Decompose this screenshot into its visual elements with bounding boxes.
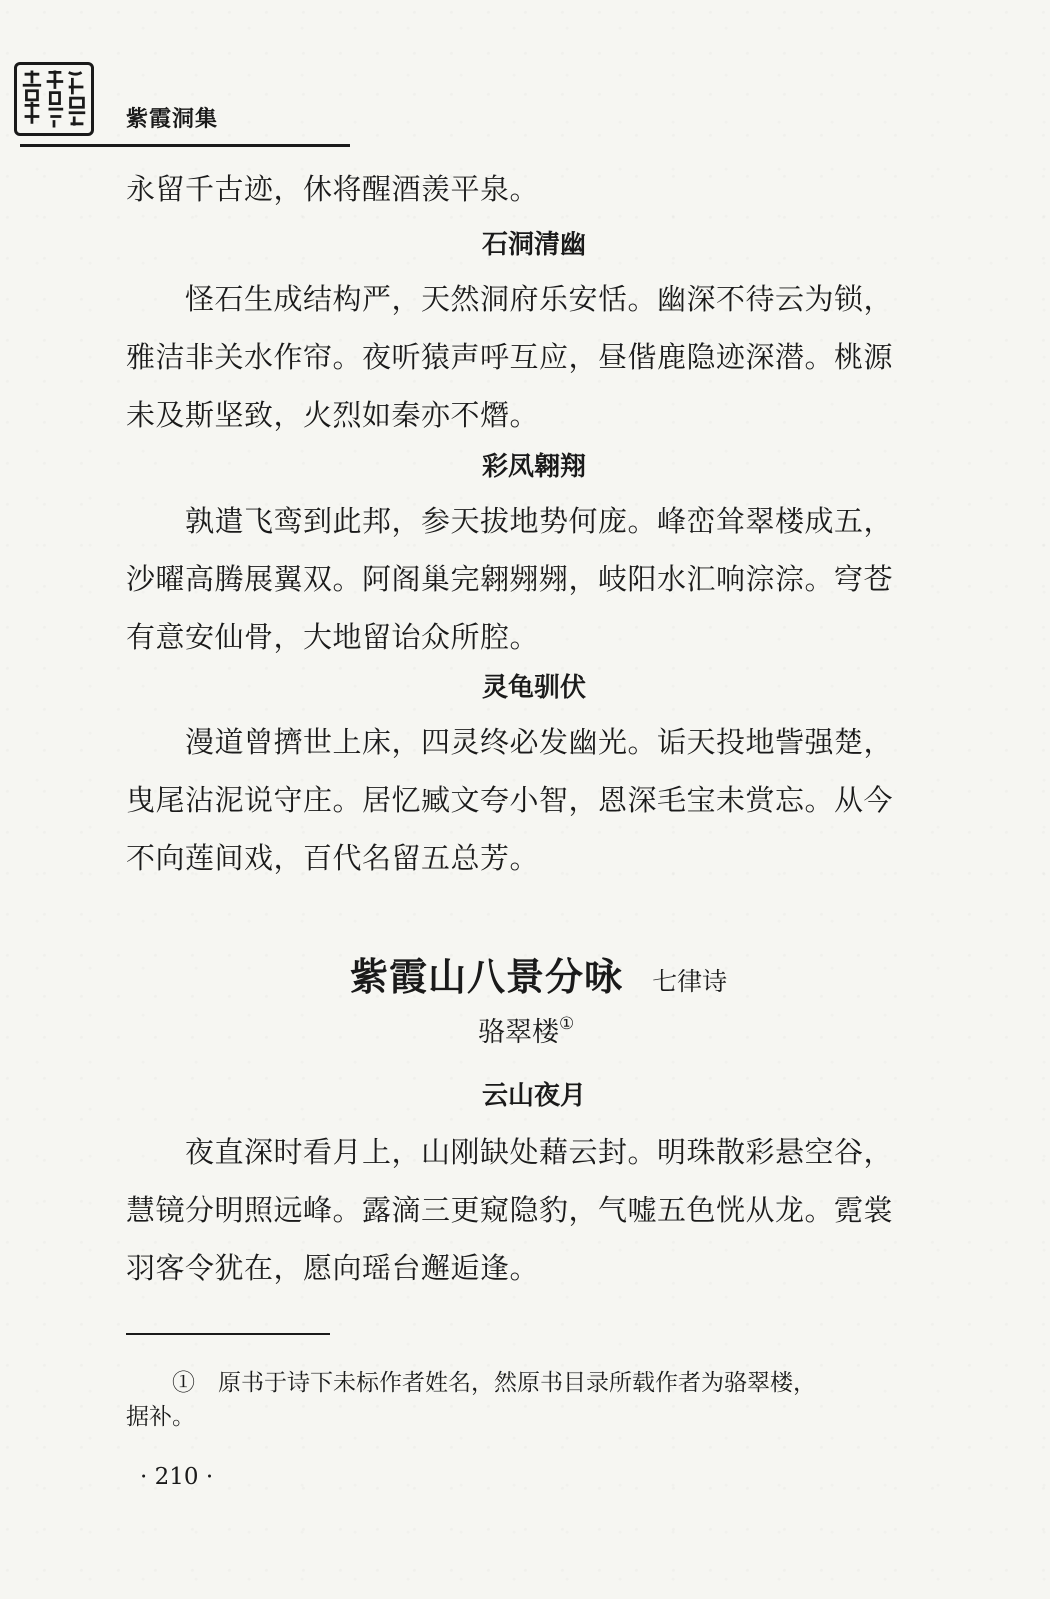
poem-title: 云山夜月 xyxy=(481,1081,586,1111)
continuation-text xyxy=(126,173,946,205)
text-line: 夜直深时看月上，山刚缺处藉云封。明珠散彩悬空谷， xyxy=(126,1135,894,1169)
author-line xyxy=(478,1010,574,1049)
text-line: 慧镜分明照远峰。露滴三更窥隐豹，气嘘五色恍从龙。霓裳 xyxy=(126,1193,894,1227)
text-line: 雅洁非关水作帘。夜听猿声呼互应，昼偕鹿隐迹深潜。桃源 xyxy=(126,340,894,374)
footnote-line: 据补。 xyxy=(126,1404,195,1430)
text-line: 曳尾沾泥说守庄。居忆臧文夸小智，恩深毛宝未赏忘。从今 xyxy=(126,783,894,817)
footnote xyxy=(126,1370,946,1430)
text-line: 未及斯坚致，火烈如秦亦不熸。 xyxy=(126,398,540,432)
text-line: 沙曜高腾展翼双。阿阁巢完翱翙翙，岐阳水汇响淙淙。穹苍 xyxy=(126,562,894,596)
text-line: 不向莲间戏，百代名留五总芳。 xyxy=(126,841,540,875)
text-line: 怪石生成结构严，天然洞府乐安恬。幽深不待云为锁， xyxy=(126,282,894,316)
footnote-divider xyxy=(126,1333,330,1335)
poem-title: 石洞清幽 xyxy=(481,230,586,260)
text-line: 孰遣飞鸾到此邦，参天拔地势何庞。峰峦耸翠楼成五， xyxy=(126,504,894,538)
poem-body xyxy=(126,505,946,653)
running-header-title: 紫霞洞集 xyxy=(126,107,219,132)
text-line: 漫道曾擠世上床，四灵终必发幽光。诟天投地訾强楚， xyxy=(126,725,894,759)
author-name: 骆翠楼 xyxy=(478,1017,559,1048)
poem-title: 灵龟驯伏 xyxy=(481,673,586,703)
page-number: · 210 · xyxy=(140,1464,214,1490)
poem-title: 彩凤翱翔 xyxy=(481,452,586,482)
text-line: 永留千古迹，休将醒酒羡平泉。 xyxy=(126,172,540,206)
seal-logo-icon xyxy=(14,62,94,136)
poem-body xyxy=(126,283,946,431)
footnote-line: ① 原书于诗下未标作者姓名，然原书目录所载作者为骆翠楼， xyxy=(126,1370,816,1396)
seal-glyph-graphic xyxy=(17,65,91,133)
section-subtitle: 七律诗 xyxy=(652,967,728,996)
poem-body xyxy=(126,726,946,874)
header-divider xyxy=(20,144,350,147)
section-title: 紫霞山八景分咏 xyxy=(350,954,624,999)
poem-body xyxy=(126,1136,946,1284)
section-heading xyxy=(350,946,727,1001)
text-line: 羽客令犹在，愿向瑶台邂逅逢。 xyxy=(126,1251,540,1285)
footnote-marker: ① xyxy=(559,1014,575,1034)
text-line: 有意安仙骨，大地留诒众所腔。 xyxy=(126,620,540,654)
